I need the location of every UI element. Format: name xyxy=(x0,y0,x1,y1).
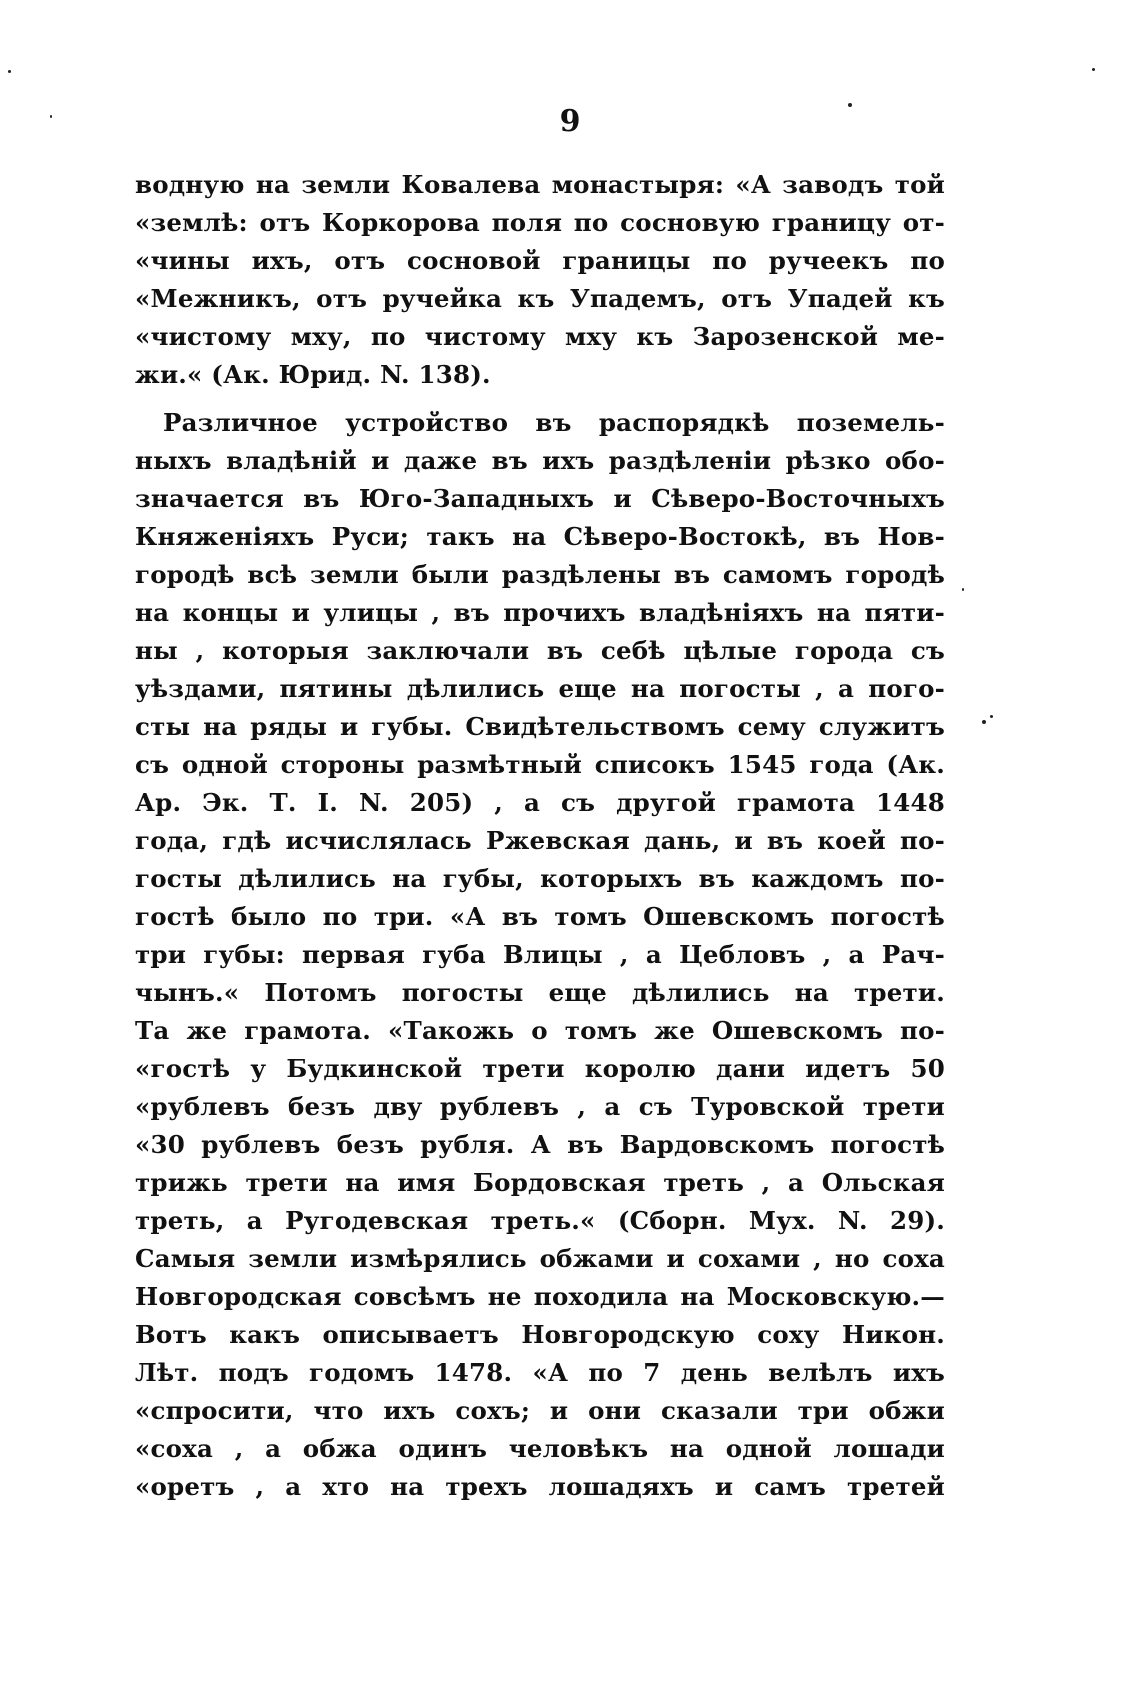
text-line: три губы: первая губа Влицы , а Цебловъ , а Рач- xyxy=(135,940,945,969)
scan-speck xyxy=(990,715,993,718)
scan-speck xyxy=(1092,68,1095,71)
text-line: значается въ Юго-Западныхъ и Сѣверо-Восточныхъ xyxy=(135,484,945,513)
text-line: треть, а Ругодевская треть.« (Сборн. Мух. N. 29). xyxy=(135,1206,945,1235)
text-line: жи.« (Ак. Юрид. N. 138). xyxy=(135,360,491,389)
text-line: Различное устройство въ распорядкѣ поземель- xyxy=(163,408,945,437)
scan-speck xyxy=(982,720,986,724)
text-line: Вотъ какъ описываетъ Новгородскую соху Никон. xyxy=(135,1320,945,1349)
text-line: уѣздами, пятины дѣлились еще на погосты , а пого- xyxy=(135,674,945,703)
text-line: «чины ихъ, отъ сосновой границы по ручеекъ по xyxy=(135,246,945,275)
text-line: водную на земли Ковалева монастыря: «А заводъ той xyxy=(135,170,945,199)
text-line: Лѣт. подъ годомъ 1478. «А по 7 день велѣлъ ихъ xyxy=(135,1358,945,1387)
body-text xyxy=(135,166,945,1506)
text-line: сты на ряды и губы. Свидѣтельствомъ сему служитъ xyxy=(135,712,945,741)
scan-speck xyxy=(848,103,852,107)
text-line: ныхъ владѣній и даже въ ихъ раздѣленіи рѣзко обо- xyxy=(135,446,945,475)
page-number: 9 xyxy=(559,104,581,139)
text-line: «оретъ , а хто на трехъ лошадяхъ и самъ третей xyxy=(135,1472,945,1501)
text-line: чынъ.« Потомъ погосты еще дѣлились на трети. xyxy=(135,978,945,1007)
text-line: «Межникъ, отъ ручейка къ Упадемъ, отъ Упадей къ xyxy=(135,284,945,313)
text-line: «землѣ: отъ Коркорова поля по сосновую границу от- xyxy=(135,208,945,237)
text-line: «гостѣ у Будкинской трети королю дани идетъ 50 xyxy=(135,1054,945,1083)
text-line: съ одной стороны размѣтный списокъ 1545 года (Ак. xyxy=(135,750,945,779)
paragraph-1 xyxy=(135,166,945,394)
text-line: городѣ всѣ земли были раздѣлены въ самомъ городѣ xyxy=(135,560,945,589)
scan-speck xyxy=(50,115,52,118)
text-line: гостѣ было по три. «А въ томъ Ошевскомъ погостѣ xyxy=(135,902,945,931)
text-line: «соха , а обжа одинъ человѣкъ на одной лошади xyxy=(135,1434,945,1463)
text-line: Та же грамота. «Такожь о томъ же Ошевскомъ по- xyxy=(135,1016,945,1045)
paragraph-2 xyxy=(135,404,945,1506)
text-line: госты дѣлились на губы, которыхъ въ каждомъ по- xyxy=(135,864,945,893)
text-line: «спросити, что ихъ сохъ; и они сказали три обжи xyxy=(135,1396,945,1425)
text-line: «30 рублевъ безъ рубля. А въ Вардовскомъ погостѣ xyxy=(135,1130,945,1159)
text-line: года, гдѣ исчислялась Ржевская дань, и въ коей по- xyxy=(135,826,945,855)
text-line: Ар. Эк. Т. I. N. 205) , а съ другой грамота 1448 xyxy=(135,788,945,817)
text-line: Новгородская совсѣмъ не походила на Московскую.— xyxy=(135,1282,945,1311)
text-line: «рублевъ безъ двy рублевъ , а съ Туровской трети xyxy=(135,1092,945,1121)
text-line: «чистому мху, по чистому мху къ Зарозенской ме- xyxy=(135,322,945,351)
text-line: ны , которыя заключали въ себѣ цѣлые города съ xyxy=(135,636,945,665)
scan-speck xyxy=(8,70,11,73)
text-line: трижь трети на имя Бордовская треть , а Ольская xyxy=(135,1168,945,1197)
text-line: Самыя земли измѣрялись обжами и сохами , но соха xyxy=(135,1244,945,1273)
text-line: Княженіяхъ Руси; такъ на Сѣверо-Востокѣ, въ Нов- xyxy=(135,522,945,551)
text-line: на концы и улицы , въ прочихъ владѣніяхъ на пяти- xyxy=(135,598,945,627)
scan-speck xyxy=(962,588,964,591)
